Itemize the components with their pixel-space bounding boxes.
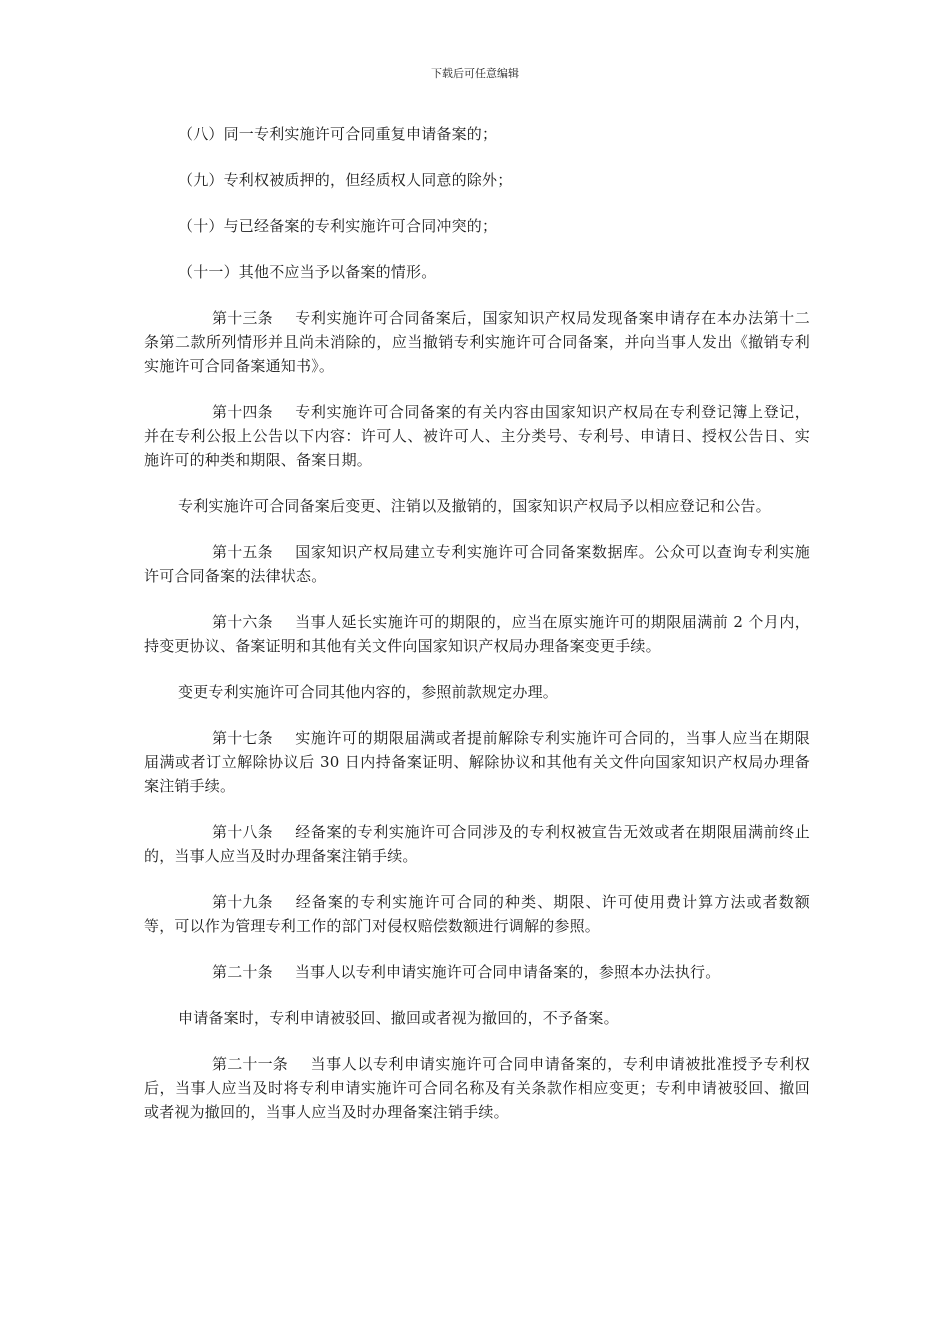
- clause-text: （十）与已经备案的专利实施许可合同冲突的；: [178, 217, 498, 235]
- clause-11: [144, 260, 810, 284]
- article-16-paragraph-2: [144, 680, 810, 704]
- clause-text: （九）专利权被质押的，但经质权人同意的除外；: [178, 171, 513, 189]
- article-17: [144, 726, 810, 798]
- article-number: 第二十条: [212, 963, 273, 981]
- article-18: [144, 820, 810, 868]
- clause-text: （八）同一专利实施许可合同重复申请备案的；: [178, 125, 498, 143]
- article-text: 申请备案时，专利申请被驳回、撤回或者视为撤回的，不予备案。: [178, 1009, 619, 1027]
- article-text: 经备案的专利实施许可合同的种类、期限、许可使用费计算方法或者数额等，可以作为管理专利工作的部门对侵权赔偿数额进行调解的参照。: [144, 893, 810, 935]
- article-text: 专利实施许可合同备案后变更、注销以及撤销的，国家知识产权局予以相应登记和公告。: [178, 497, 771, 515]
- clause-9: [144, 168, 810, 192]
- article-number: 第十七条: [212, 729, 273, 747]
- article-number: 第十三条: [212, 309, 273, 327]
- article-14-paragraph-2: [144, 494, 810, 518]
- article-text: 经备案的专利实施许可合同涉及的专利权被宣告无效或者在期限届满前终止的，当事人应当及时办理备案注销手续。: [144, 823, 810, 865]
- article-number: 第十五条: [212, 543, 273, 561]
- article-15: [144, 540, 810, 588]
- article-14: [144, 400, 810, 472]
- article-21: [144, 1052, 810, 1124]
- page-header: 下载后可任意编辑: [431, 67, 519, 80]
- article-number: 第十六条: [212, 613, 273, 631]
- article-text: 实施许可的期限届满或者提前解除专利实施许可合同的，当事人应当在期限届满或者订立解除协议后 30 日内持备案证明、解除协议和其他有关文件向国家知识产权局办理备案注销手续。: [144, 729, 810, 795]
- clause-8: [144, 122, 810, 146]
- article-16: [144, 610, 810, 658]
- article-text: 当事人延长实施许可的期限的，应当在原实施许可的期限届满前 2 个月内，持变更协议、备案证明和其他有关文件向国家知识产权局办理备案变更手续。: [144, 613, 810, 655]
- article-number: 第十四条: [212, 403, 273, 421]
- article-text: 专利实施许可合同备案的有关内容由国家知识产权局在专利登记簿上登记，并在专利公报上公告以下内容：许可人、被许可人、主分类号、专利号、申请日、授权公告日、实施许可的种类和期限、备案日期。: [144, 403, 810, 469]
- article-19: [144, 890, 810, 938]
- article-text: 当事人以专利申请实施许可合同申请备案的，参照本办法执行。: [294, 963, 721, 981]
- article-text: 当事人以专利申请实施许可合同申请备案的，专利申请被批准授予专利权后，当事人应当及时将专利申请实施许可合同名称及有关条款作相应变更；专利申请被驳回、撤回或者视为撤回的，当事人应当及时办理备案注销手续。: [144, 1055, 810, 1121]
- article-text: 专利实施许可合同备案后，国家知识产权局发现备案申请存在本办法第十二条第二款所列情形并且尚未消除的，应当撤销专利实施许可合同备案，并向当事人发出《撤销专利实施许可合同备案通知书》。: [144, 309, 810, 375]
- article-13: [144, 306, 810, 378]
- article-20-paragraph-2: [144, 1006, 810, 1030]
- clause-10: [144, 214, 810, 238]
- article-number: 第二十一条: [212, 1055, 289, 1073]
- article-20: [144, 960, 810, 984]
- document-body: [144, 122, 810, 1146]
- article-text: 国家知识产权局建立专利实施许可合同备案数据库。公众可以查询专利实施许可合同备案的法律状态。: [144, 543, 810, 585]
- article-number: 第十九条: [212, 893, 273, 911]
- article-text: 变更专利实施许可合同其他内容的，参照前款规定办理。: [178, 683, 559, 701]
- article-number: 第十八条: [212, 823, 273, 841]
- clause-text: （十一）其他不应当予以备案的情形。: [178, 263, 437, 281]
